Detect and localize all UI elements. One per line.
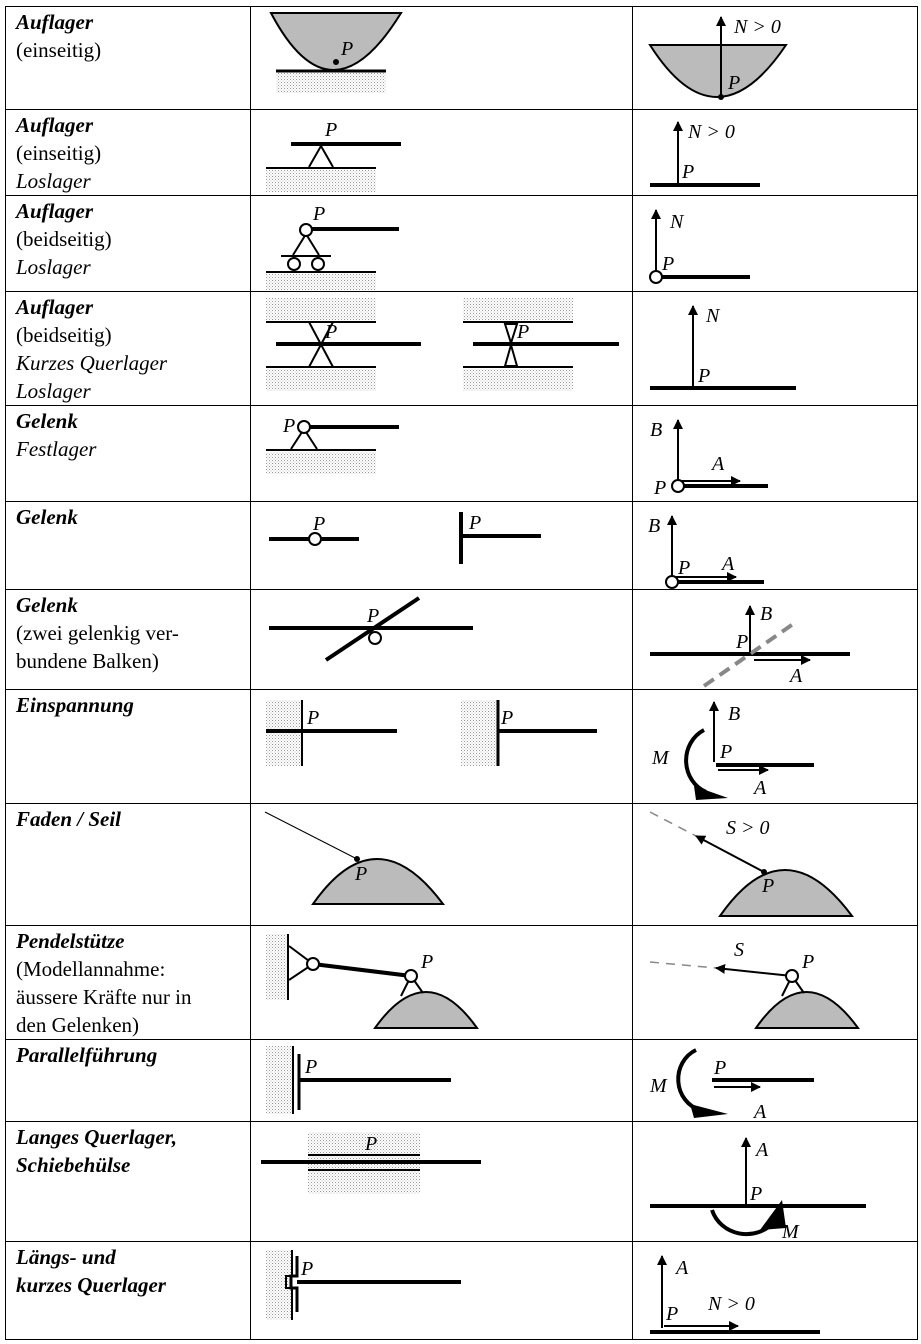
table-row (6, 405, 917, 501)
table-row (6, 501, 917, 589)
table-row (6, 803, 917, 925)
force-diagram (636, 926, 916, 1040)
row-subtitle: den Gelenken) (16, 1013, 140, 1037)
point-label: P (802, 951, 815, 973)
force-label: A (754, 777, 767, 799)
point-label: P (736, 631, 749, 653)
table-row (6, 689, 917, 803)
row-label (16, 8, 101, 64)
row-label (16, 503, 78, 531)
row-subtitle: Schiebehülse (16, 1153, 131, 1177)
row-label (16, 1041, 157, 1069)
row-subtitle: (beidseitig) (16, 323, 112, 347)
point-label: P (313, 513, 326, 535)
force-diagram (636, 7, 916, 109)
point-label: P (355, 863, 368, 885)
force-diagram (636, 690, 916, 804)
force-label: S (734, 939, 744, 961)
symbol-diagram (251, 292, 631, 406)
row-title: Auflager (16, 199, 94, 223)
force-label: A (722, 553, 735, 575)
table-row (6, 7, 917, 109)
point-label: P (678, 557, 691, 579)
row-subtitle: (beidseitig) (16, 227, 112, 251)
point-label: P (750, 1183, 763, 1205)
row-title: Gelenk (16, 505, 78, 529)
row-title: Einspannung (16, 693, 134, 717)
row-title: Längs- und (16, 1245, 116, 1269)
table-row (6, 1121, 917, 1241)
symbol-diagram (251, 110, 631, 196)
row-subtitle: (zwei gelenkig ver- (16, 621, 179, 645)
force-diagram (636, 804, 916, 926)
row-title: Langes Querlager, (16, 1125, 178, 1149)
point-label: P (682, 161, 695, 183)
point-label: P (517, 321, 530, 343)
force-diagram (636, 590, 916, 690)
point-label: P (666, 1303, 679, 1325)
force-label: S > 0 (726, 817, 770, 839)
table-row (6, 291, 917, 405)
force-label: M (652, 747, 669, 769)
force-label: N > 0 (688, 121, 735, 143)
row-label (16, 293, 167, 405)
row-title: Auflager (16, 295, 94, 319)
force-diagram (636, 406, 916, 502)
point-label: P (307, 707, 320, 729)
row-title: Faden / Seil (16, 807, 122, 831)
symbol-diagram (251, 804, 631, 926)
point-label: P (662, 253, 675, 275)
row-label (16, 1243, 166, 1299)
table-row (6, 925, 917, 1039)
force-label: N > 0 (734, 16, 781, 38)
point-label: P (305, 1056, 318, 1078)
force-label: A (676, 1257, 689, 1279)
table-row (6, 589, 917, 689)
point-label: P (283, 415, 296, 437)
symbol-diagram (251, 502, 631, 590)
row-title: Auflager (16, 113, 94, 137)
row-subtitle: Loslager (16, 255, 91, 279)
row-title: Gelenk (16, 409, 78, 433)
row-subtitle: Loslager (16, 379, 91, 403)
force-label: M (782, 1221, 799, 1243)
row-label (16, 111, 101, 195)
force-diagram (636, 1242, 916, 1340)
force-label: N > 0 (708, 1293, 755, 1315)
point-label: P (325, 119, 338, 141)
table-row (6, 1241, 917, 1339)
point-label: P (728, 72, 741, 94)
point-label: P (501, 707, 514, 729)
symbol-diagram (251, 926, 631, 1040)
row-title: Auflager (16, 10, 94, 34)
symbol-diagram (251, 1040, 631, 1122)
symbol-diagram (251, 590, 631, 690)
force-label: B (648, 515, 661, 537)
force-diagram (636, 110, 916, 196)
symbol-diagram (251, 1242, 631, 1340)
row-subtitle: (einseitig) (16, 38, 102, 62)
force-diagram (636, 502, 916, 590)
row-label (16, 407, 96, 463)
point-label: P (367, 605, 380, 627)
force-label: B (650, 419, 663, 441)
point-label: P (365, 1133, 378, 1155)
row-title: Gelenk (16, 593, 78, 617)
point-label: P (325, 321, 338, 343)
row-subtitle: (Modellannahme: (16, 957, 166, 981)
table-row (6, 109, 917, 195)
row-label (16, 927, 192, 1039)
row-label (16, 1123, 177, 1179)
point-label: P (698, 365, 711, 387)
row-subtitle: kurzes Querlager (16, 1273, 166, 1297)
row-title: Pendelstütze (16, 929, 125, 953)
row-label (16, 691, 134, 719)
force-diagram (636, 1122, 916, 1242)
point-label: P (421, 951, 434, 973)
force-label: B (760, 603, 773, 625)
force-label: A (712, 453, 725, 475)
force-diagram (636, 292, 916, 406)
table-row (6, 195, 917, 291)
row-title: Parallelführung (16, 1043, 158, 1067)
force-label: N (670, 211, 684, 233)
force-label: A (756, 1139, 769, 1161)
point-label: P (341, 38, 354, 60)
force-label: N (706, 305, 720, 327)
point-label: P (720, 741, 733, 763)
row-label (16, 591, 179, 675)
symbol-diagram (251, 690, 631, 804)
force-diagram (636, 1040, 916, 1122)
row-label (16, 805, 121, 833)
symbol-diagram (251, 7, 631, 109)
force-diagram (636, 196, 916, 292)
symbol-diagram (251, 406, 631, 502)
row-subtitle: (einseitig) (16, 141, 102, 165)
row-subtitle: Loslager (16, 169, 91, 193)
point-label: P (714, 1057, 727, 1079)
force-label: A (790, 665, 803, 687)
point-label: P (469, 512, 482, 534)
row-subtitle: bundene Balken) (16, 649, 159, 673)
row-subtitle: äussere Kräfte nur in (16, 985, 192, 1009)
point-label: P (654, 477, 667, 499)
row-subtitle: Festlager (16, 437, 97, 461)
force-label: A (754, 1101, 767, 1123)
point-label: P (301, 1258, 314, 1280)
row-subtitle: Kurzes Querlager (16, 351, 168, 375)
row-label (16, 197, 112, 281)
support-table (5, 6, 918, 1340)
symbol-diagram (251, 1122, 631, 1242)
table-row (6, 1039, 917, 1121)
point-label: P (762, 875, 775, 897)
symbol-diagram (251, 196, 631, 292)
point-label: P (313, 203, 326, 225)
force-label: B (728, 703, 741, 725)
force-label: M (650, 1075, 667, 1097)
